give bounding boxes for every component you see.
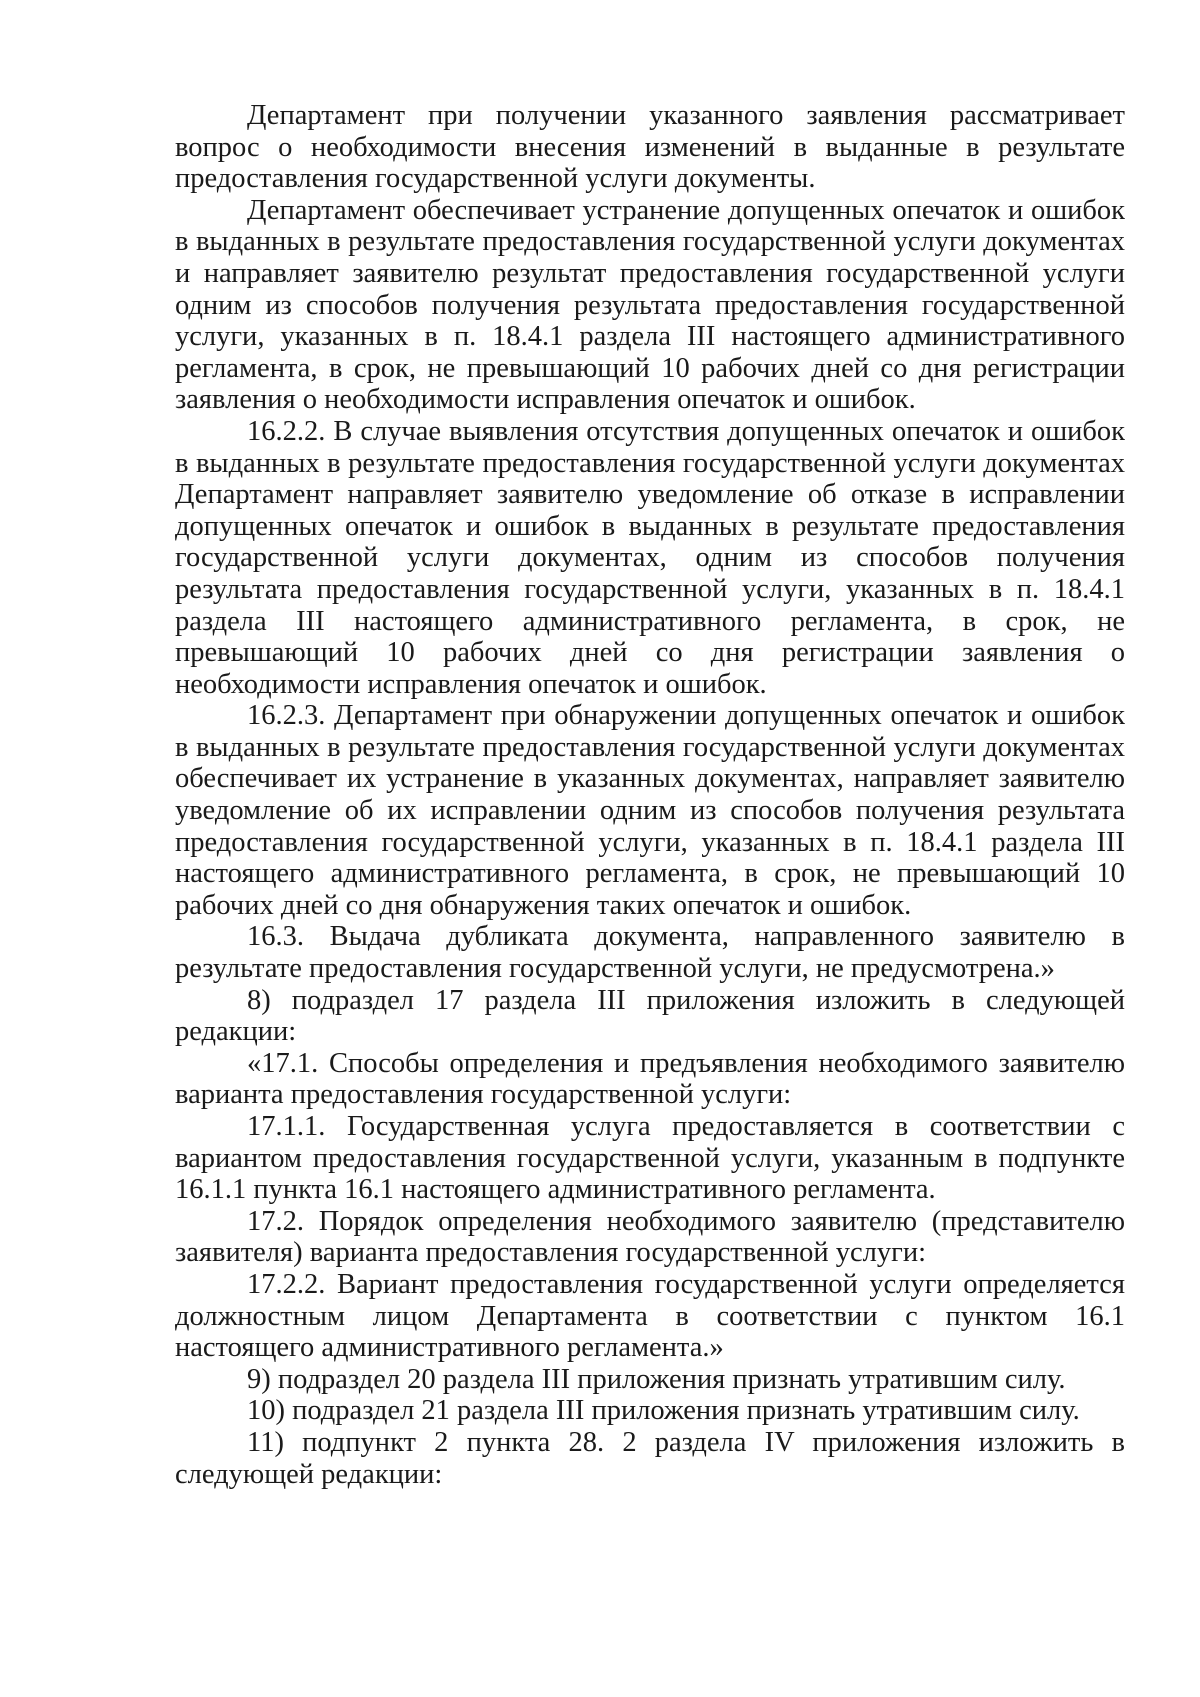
paragraph-2: Департамент обеспечивает устранение допущенных опечаток и ошибок в выданных в результате предоставления государственной услуги документах и направляет заявителю результат предоставления государственной услуги одним из способов получения результата предоставления государственной услуги, указанных в п. 18.4.1 раздела III настоящего административного регламента, в срок, не превышающий 10 рабочих дней со дня регистрации заявления о необходимости исправления опечаток и ошибок.: [175, 194, 1125, 416]
paragraph-3: 16.2.2. В случае выявления отсутствия допущенных опечаток и ошибок в выданных в результате предоставления государственной услуги документах Департамент направляет заявителю уведомление об отказе в исправлении допущенных опечаток и ошибок в выданных в результате предоставления государственной услуги документах, одним из способов получения результата предоставления государственной услуги, указанных в п. 18.4.1 раздела III настоящего административного регламента, в срок, не превышающий 10 рабочих дней со дня регистрации заявления о необходимости исправления опечаток и ошибок.: [175, 415, 1125, 700]
paragraph-11: 9) подраздел 20 раздела III приложения признать утратившим силу.: [247, 1363, 1066, 1395]
paragraph-1: Департамент при получении указанного заявления рассматривает вопрос о необходимости внесения изменений в выданные в результате предоставления государственной услуги документы.: [175, 100, 1125, 195]
paragraph-5: 16.3. Выдача дубликата документа, направленного заявителю в результате предоставления государственной услуги, не предусмотрена.»: [175, 921, 1125, 985]
paragraph-9: 17.2. Порядок определения необходимого заявителю (представителю заявителя) варианта предоставления государственной услуги:: [175, 1205, 1125, 1269]
document-page: [175, 100, 1125, 1490]
paragraph-8: 17.1.1. Государственная услуга предоставляется в соответствии с вариантом предоставления государственной услуги, указанным в подпункте 16.1.1 пункта 16.1 настоящего административного регламента.: [175, 1111, 1125, 1206]
paragraph-10: 17.2.2. Вариант предоставления государственной услуги определяется должностным лицом Департамента в соответствии с пунктом 16.1 настоящего административного регламента.»: [175, 1268, 1125, 1364]
paragraph-12: 10) подраздел 21 раздела III приложения признать утратившим силу.: [247, 1395, 1080, 1427]
paragraph-13: 11) подпункт 2 пункта 28. 2 раздела IV приложения изложить в следующей редакции:: [175, 1426, 1125, 1490]
paragraph-7: «17.1. Способы определения и предъявления необходимого заявителю варианта предоставления государственной услуги:: [175, 1047, 1125, 1111]
paragraph-6: 8) подраздел 17 раздела III приложения изложить в следующей редакции:: [175, 984, 1125, 1048]
paragraph-4: 16.2.3. Департамент при обнаружении допущенных опечаток и ошибок в выданных в результате предоставления государственной услуги документах обеспечивает их устранение в указанных документах, направляет заявителю уведомление об их исправлении одним из способов получения результата предоставления государственной услуги, указанных в п. 18.4.1 раздела III настоящего административного регламента, в срок, не превышающий 10 рабочих дней со дня обнаружения таких опечаток и ошибок.: [175, 700, 1125, 921]
